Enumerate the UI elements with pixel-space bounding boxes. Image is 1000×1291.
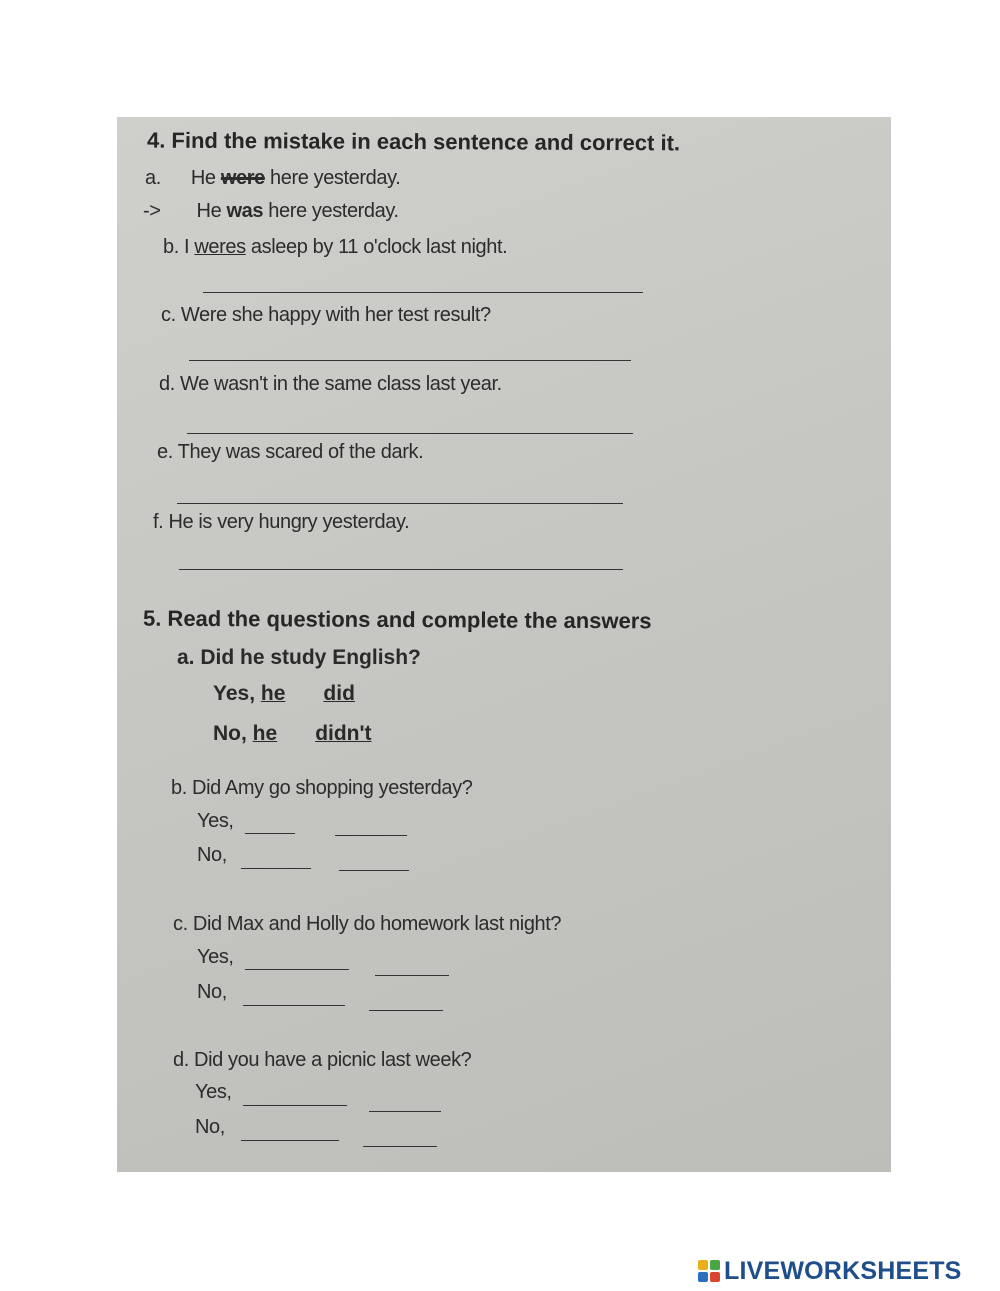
item-f-sentence: f. He is very hungry yesterday. [153,511,410,533]
question-c-no-blank-verb[interactable] [369,1010,443,1011]
arrow-icon: -> [143,200,161,222]
example-a-question: a. Did he study English? [177,646,421,669]
underlined-word: weres [194,236,246,258]
question-b-yes-blank-verb[interactable] [335,835,407,836]
worksheet-photo [117,117,891,1172]
question-d: d. Did you have a picnic last week? [173,1049,472,1071]
item-d-sentence: d. We wasn't in the same class last year. [159,373,502,395]
question-d-yes-blank-verb[interactable] [369,1111,441,1112]
liveworksheets-logo-icon [698,1260,720,1282]
example-a-yes-answer: Yes, he did [213,682,355,705]
question-b-no-blank-verb[interactable] [339,870,409,871]
question-d-yes-label: Yes, [195,1081,232,1103]
question-b-no-blank-pronoun[interactable] [241,868,311,869]
question-d-no-blank-verb[interactable] [363,1146,437,1147]
item-b-sentence: b. I weres asleep by 11 o'clock last night. [163,236,508,258]
question-b: b. Did Amy go shopping yesterday? [171,777,473,799]
question-c-no-blank-pronoun[interactable] [243,1005,345,1006]
liveworksheets-brand-text: LIVEWORKSHEETS [724,1256,962,1285]
example-a-sentence: a. He were here yesterday. [145,167,401,189]
question-c: c. Did Max and Holly do homework last night? [173,913,562,935]
exercise-4-heading: 4. Find the mistake in each sentence and correct it. [146,127,681,156]
question-c-no-label: No, [197,981,227,1003]
question-c-yes-blank-verb[interactable] [375,975,449,976]
answer-blank-f[interactable] [179,569,623,570]
answer-blank-e[interactable] [177,503,623,504]
liveworksheets-logo[interactable] [698,1256,962,1286]
struck-word: were [220,167,265,189]
question-b-yes-label: Yes, [197,810,234,832]
question-c-yes-label: Yes, [197,946,234,968]
item-c-sentence: c. Were she happy with her test result? [161,304,491,326]
answer-blank-c[interactable] [189,360,631,361]
exercise-5-heading: 5. Read the questions and complete the answers [142,605,652,634]
example-a-no-answer: No, he didn't [213,722,372,745]
question-b-yes-blank-pronoun[interactable] [245,833,295,834]
example-a-correction: -> He was here yesterday. [143,200,399,222]
answer-blank-b[interactable] [203,292,643,293]
answer-blank-d[interactable] [187,433,633,434]
question-b-no-label: No, [197,844,227,866]
item-e-sentence: e. They was scared of the dark. [157,441,424,463]
question-d-yes-blank-pronoun[interactable] [243,1105,347,1106]
question-c-yes-blank-pronoun[interactable] [245,969,349,970]
question-d-no-label: No, [195,1116,225,1138]
question-d-no-blank-pronoun[interactable] [241,1140,339,1141]
